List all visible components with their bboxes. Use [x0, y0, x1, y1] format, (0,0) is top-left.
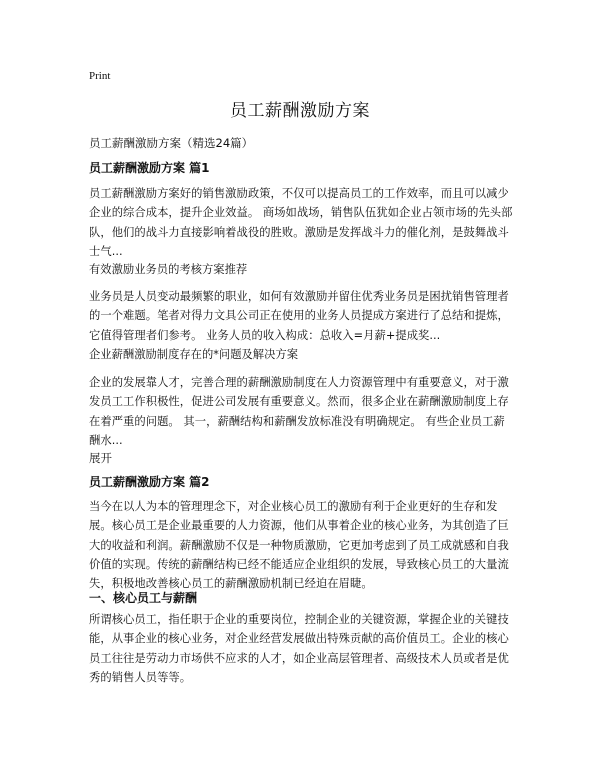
related-article-1-text-block — [89, 287, 513, 345]
section-1-intro: 员工薪酬激励方案好的销售激励政策，不仅可以提高员工的工作效率，而且可以减少企业的综合成本，提升企业效益。 商场如战场，销售队伍犹如企业占领市场的先头部队，他们的战斗力直接影响着战役的胜败。激励是发挥战斗力的催化剂，是鼓舞战斗士气... — [89, 187, 513, 258]
document-subtitle: 员工薪酬激励方案（精选24篇） — [89, 136, 254, 150]
related-article-2-text: 企业的发展靠人才，完善合理的薪酬激励制度在人力资源管理中有重要意义，对于激发员工工作积极性，促进公司发展有重要意义。然而，很多企业在薪酬激励制度上存在着严重的问题。 其一，薪酬结构和薪酬发放标准没有明确规定。 有些企业员工薪酬水... — [89, 376, 509, 447]
related-article-1-text: 业务员是人员变动最频繁的职业，如何有效激励并留住优秀业务员是困扰销售管理者的一个难题。笔者对得力文具公司正在使用的业务人员提成方案进行了总结和提炼，它值得管理者们参考。 业务人员的收入构成：总收入=月薪+提成奖... — [89, 290, 509, 342]
section-2-subtext: 所谓核心员工，指任职于企业的重要岗位，控制企业的关键资源，掌握企业的关键技能，从事企业的核心业务，对企业经营发展做出特殊贡献的高价值员工。企业的核心员工往往是劳动力市场供不应求的人才，如企业高层管理者、高级技术人员或者是优秀的销售人员等等。 — [89, 613, 509, 684]
section-2-text-block — [89, 497, 513, 593]
related-article-2-title-block — [89, 347, 513, 363]
section-1-heading: 员工薪酬激励方案 篇1 — [89, 161, 210, 175]
section-2-subtext-block — [89, 610, 513, 687]
expand-link-block — [89, 450, 513, 466]
section-2-heading: 员工薪酬激励方案 篇2 — [89, 475, 210, 489]
section-1-intro-block — [89, 184, 513, 261]
section-2-subheading-block — [89, 590, 513, 606]
section-2-text: 当今在以人为本的管理理念下，对企业核心员工的激励有利于企业更好的生存和发展。核心员工是企业最重要的人力资源，他们从事着企业的核心业务，为其创造了巨大的收益和利润。薪酬激励不仅是一种物质激励，它更加考虑到了员工成就感和自我价值的实现。传统的薪酬结构已经不能适应企业组织的发展，导致核心员工的大量流失，积极地改善核心员工的薪酬激励机制已经迫在眉睫。 — [89, 500, 509, 591]
section-2-subheading: 一、核心员工与薪酬 — [89, 591, 198, 605]
page-title: 员工薪酬激励方案 — [230, 101, 370, 121]
related-article-2-text-block — [89, 373, 513, 450]
related-article-2-title[interactable]: 企业薪酬激励制度存在的*问题及解决方案 — [89, 348, 298, 361]
related-article-1-title-block — [89, 262, 513, 278]
expand-link[interactable]: 展开 — [89, 451, 112, 465]
section-2-heading-block — [89, 474, 513, 490]
print-link[interactable]: Print — [89, 70, 111, 82]
document-subtitle-block — [89, 135, 513, 151]
related-article-1-title[interactable]: 有效激励业务员的考核方案推荐 — [89, 263, 248, 276]
section-1-heading-block — [89, 160, 513, 176]
